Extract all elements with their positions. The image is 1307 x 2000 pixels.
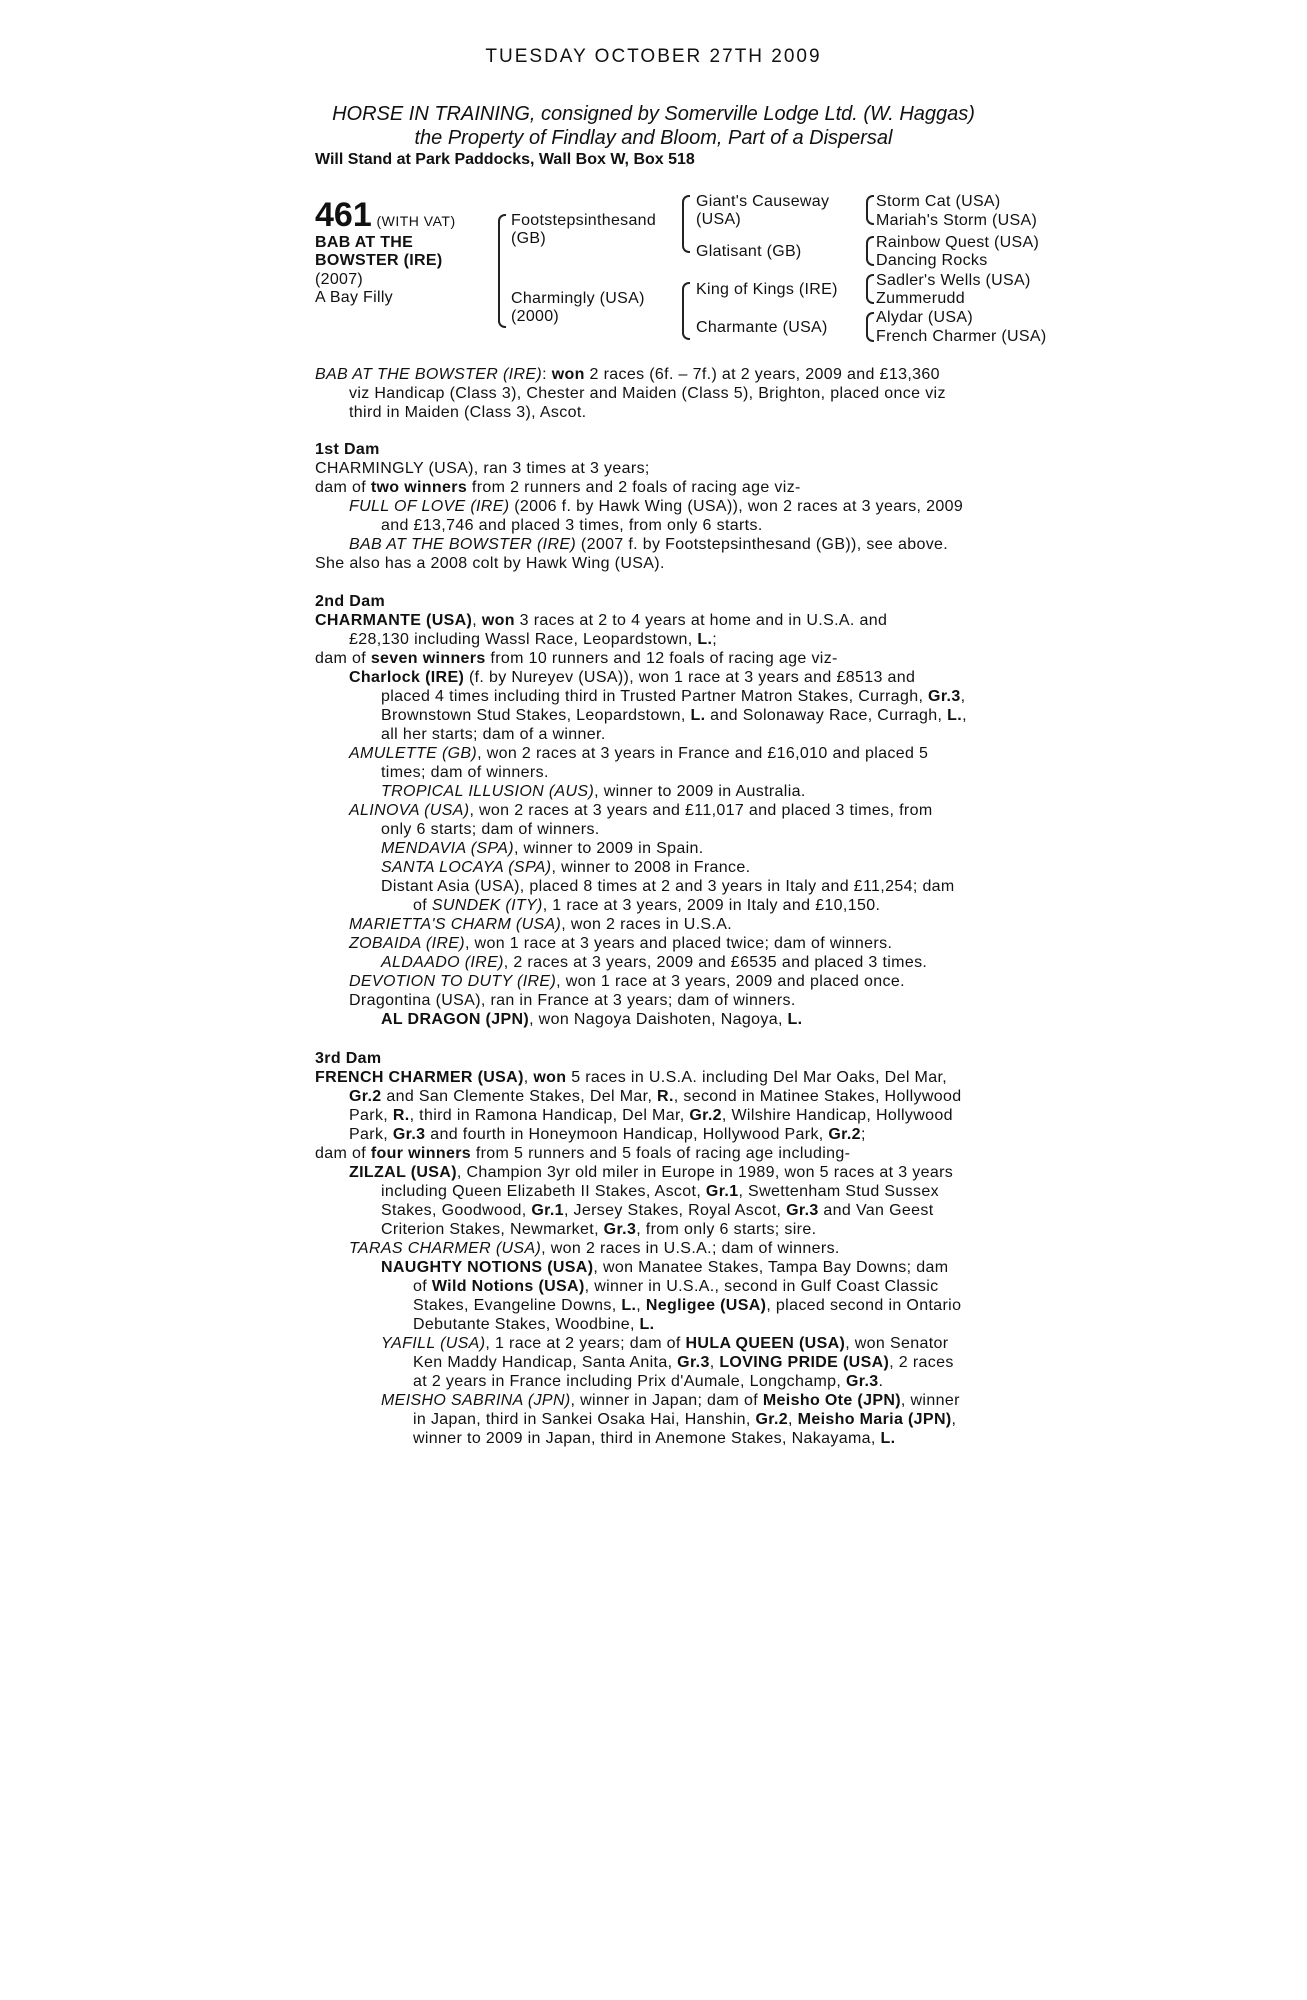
bold-text: L. <box>690 707 706 724</box>
italic-text: DEVOTION TO DUTY (IRE) <box>349 973 557 990</box>
italic-text: SUNDEK (ITY) <box>431 897 543 914</box>
bold-text: Gr.3 <box>677 1354 710 1371</box>
plain-text: , <box>788 1411 798 1428</box>
text-line <box>315 1334 995 1353</box>
text-line <box>315 1201 995 1220</box>
lot-subtitle: the Property of Findlay and Bloom, Part of a Dispersal <box>414 127 893 149</box>
text-line <box>315 839 995 858</box>
plain-text: , won 2 races at 3 years in France and £16,010 and placed 5 <box>477 745 929 762</box>
plain-text: , from only 6 starts; sire. <box>636 1221 817 1238</box>
italic-text: SANTA LOCAYA (SPA) <box>381 859 552 876</box>
italic-text: TARAS CHARMER (USA) <box>349 1240 542 1257</box>
text-line <box>315 1277 995 1296</box>
text-line <box>315 1410 995 1429</box>
plain-text: (f. by Nureyev (USA)), won 1 race at 3 years and £8513 and <box>464 669 916 686</box>
text-line <box>315 1315 995 1334</box>
text-line <box>315 782 995 801</box>
text-line <box>315 1125 995 1144</box>
bold-text: HULA QUEEN (USA) <box>685 1335 846 1352</box>
bold-text: R. <box>657 1088 674 1105</box>
bold-text: Gr.3 <box>928 688 961 705</box>
plain-text: at 2 years in France including Prix d'Aumale, Longchamp, <box>413 1373 846 1390</box>
italic-text: AMULETTE (GB) <box>349 745 478 762</box>
plain-text: and fourth in Honeymoon Handicap, Hollywood Park, <box>425 1126 829 1143</box>
plain-text: £28,130 including Wassl Race, Leopardstown, <box>349 631 698 648</box>
text-line <box>315 820 995 839</box>
italic-text: FULL OF LOVE (IRE) <box>349 498 510 515</box>
text-line <box>315 991 995 1010</box>
text-line <box>315 706 995 725</box>
bold-text: Charlock (IRE) <box>349 669 465 686</box>
plain-text: winner to 2009 in Japan, third in Anemone Stakes, Nakayama, <box>413 1430 881 1447</box>
stand-location: Will Stand at Park Paddocks, Wall Box W, Box 518 <box>315 151 695 168</box>
bold-text: won <box>551 366 585 383</box>
section-heading: 3rd Dam <box>315 1050 382 1067</box>
plain-text: , winner to 2009 in Spain. <box>513 840 704 857</box>
plain-text: , Wilshire Handicap, Hollywood <box>721 1107 953 1124</box>
plain-text: , <box>962 707 967 724</box>
plain-text: , <box>951 1411 957 1428</box>
lot-number: 461 <box>315 196 372 234</box>
sire-sire-country: (USA) <box>696 211 742 228</box>
plain-text: Debutante Stakes, Woodbine, <box>413 1316 640 1333</box>
text-line <box>315 630 995 649</box>
plain-text: in Japan, third in Sankei Osaka Hai, Hanshin, <box>413 1411 756 1428</box>
text-line <box>315 896 995 915</box>
pedigree-brace-3d <box>866 312 874 342</box>
text-line <box>315 365 995 384</box>
third-dam-lines <box>315 1068 995 1448</box>
horse-name-line1: BAB AT THE <box>315 234 414 251</box>
text-line <box>315 1258 995 1277</box>
dam-dam-dam: French Charmer (USA) <box>876 328 1047 345</box>
text-line <box>315 668 995 687</box>
text-line <box>315 1353 995 1372</box>
text-line <box>315 858 995 877</box>
bold-text: NAUGHTY NOTIONS (USA) <box>381 1259 594 1276</box>
sire-dam-sire: Rainbow Quest (USA) <box>876 234 1040 251</box>
text-line <box>315 535 995 554</box>
plain-text: and Solonaway Race, Curragh, <box>705 707 948 724</box>
sire-name: Footstepsinthesand <box>511 212 657 229</box>
text-line <box>315 953 995 972</box>
plain-text: ; <box>860 1126 866 1143</box>
text-line <box>315 497 995 516</box>
text-line <box>315 384 995 403</box>
bold-text: Gr.3 <box>392 1126 426 1143</box>
bold-text: Gr.2 <box>349 1088 382 1105</box>
text-line <box>315 744 995 763</box>
bold-text: FRENCH CHARMER (USA) <box>315 1069 524 1086</box>
horse-name-line2: BOWSTER (IRE) <box>315 252 443 269</box>
bold-text: Wild Notions (USA) <box>431 1278 585 1295</box>
bold-text: Gr.3 <box>846 1373 879 1390</box>
plain-text: of <box>413 897 432 914</box>
bold-text: LOVING PRIDE (USA) <box>719 1354 890 1371</box>
bold-text: CHARMANTE (USA) <box>315 612 473 629</box>
dam-year: (2000) <box>511 308 560 325</box>
italic-text: MARIETTA'S CHARM (USA) <box>349 916 562 933</box>
sire-sire-dam: Mariah's Storm (USA) <box>876 212 1038 229</box>
text-line <box>315 611 995 630</box>
dam-sire-dam: Zummerudd <box>876 290 965 307</box>
text-line <box>315 478 995 497</box>
plain-text: from 2 runners and 2 foals of racing age viz- <box>467 479 801 496</box>
text-line <box>315 1163 995 1182</box>
plain-text: Ken Maddy Handicap, Santa Anita, <box>413 1354 678 1371</box>
plain-text: of <box>413 1278 432 1295</box>
plain-text: , 1 race at 2 years; dam of <box>485 1335 686 1352</box>
plain-text: , won 2 races in U.S.A.; dam of winners. <box>541 1240 840 1257</box>
plain-text: , <box>960 688 966 705</box>
dam-sire-sire: Sadler's Wells (USA) <box>876 272 1031 289</box>
plain-text: Dragontina (USA), ran in France at 3 years; dam of winners. <box>349 992 796 1009</box>
bold-text: R. <box>392 1107 410 1124</box>
sire-country: (GB) <box>511 230 546 247</box>
section-heading: 1st Dam <box>315 441 380 458</box>
bold-text: L. <box>639 1316 655 1333</box>
foaling-year: (2007) <box>315 271 364 288</box>
text-line <box>315 687 995 706</box>
plain-text: She also has a 2008 colt by Hawk Wing (USA). <box>315 555 665 572</box>
sire-dam: Glatisant (GB) <box>696 243 802 260</box>
plain-text: dam of <box>315 1145 371 1162</box>
text-line <box>315 877 995 896</box>
second-dam-section <box>315 592 995 1029</box>
plain-text: , won Manatee Stakes, Tampa Bay Downs; dam <box>593 1259 949 1276</box>
plain-text: Distant Asia (USA), placed 8 times at 2 and 3 years in Italy and £11,254; dam <box>381 878 955 895</box>
text-line <box>315 1068 995 1087</box>
plain-text: 2 races (6f. – 7f.) at 2 years, 2009 and £13,360 <box>584 366 940 383</box>
italic-text: MEISHO SABRINA (JPN) <box>381 1392 571 1409</box>
plain-text: Criterion Stakes, Newmarket, <box>381 1221 604 1238</box>
pedigree-brace-2b <box>682 282 690 340</box>
plain-text: including Queen Elizabeth II Stakes, Ascot, <box>381 1183 706 1200</box>
plain-text: dam of <box>315 479 371 496</box>
dam-sire: King of Kings (IRE) <box>696 281 838 298</box>
plain-text: , <box>523 1069 534 1086</box>
text-line <box>315 1296 995 1315</box>
sire-sire-sire: Storm Cat (USA) <box>876 193 1001 210</box>
plain-text: from 5 runners and 5 foals of racing age including- <box>471 1145 851 1162</box>
plain-text: , <box>636 1297 646 1314</box>
plain-text: : <box>542 366 552 383</box>
plain-text: from 10 runners and 12 foals of racing age viz- <box>485 650 838 667</box>
plain-text: , winner in U.S.A., second in Gulf Coast Classic <box>584 1278 939 1295</box>
italic-text: MENDAVIA (SPA) <box>381 840 514 857</box>
bold-text: Gr.2 <box>828 1126 861 1143</box>
first-dam-section <box>315 440 995 573</box>
bold-text: won <box>533 1069 567 1086</box>
bold-text: Gr.2 <box>689 1107 722 1124</box>
bold-text: Negligee (USA) <box>645 1297 767 1314</box>
plain-text: , Champion 3yr old miler in Europe in 1989, won 5 races at 3 years <box>456 1164 954 1181</box>
plain-text: , won Senator <box>845 1335 949 1352</box>
plain-text: , won 1 race at 3 years and placed twice; dam of winners. <box>464 935 893 952</box>
plain-text: , won 1 race at 3 years, 2009 and placed once. <box>556 973 905 990</box>
italic-text: BAB AT THE BOWSTER (IRE) <box>315 366 543 383</box>
plain-text: Brownstown Stud Stakes, Leopardstown, <box>381 707 691 724</box>
plain-text: and San Clemente Stakes, Del Mar, <box>381 1088 658 1105</box>
plain-text: CHARMINGLY (USA), ran 3 times at 3 years; <box>315 460 650 477</box>
bold-text: four winners <box>370 1145 472 1162</box>
bold-text: L. <box>880 1430 896 1447</box>
plain-text: and £13,746 and placed 3 times, from only 6 starts. <box>381 517 763 534</box>
text-line <box>315 1106 995 1125</box>
plain-text: , third in Ramona Handicap, Del Mar, <box>409 1107 690 1124</box>
italic-text: TROPICAL ILLUSION (AUS) <box>381 783 595 800</box>
plain-text: , 2 races at 3 years, 2009 and £6535 and placed 3 times. <box>503 954 928 971</box>
plain-text: , won Nagoya Daishoten, Nagoya, <box>529 1011 788 1028</box>
dam-dam: Charmante (USA) <box>696 319 828 336</box>
text-line <box>315 763 995 782</box>
plain-text: , 2 races <box>889 1354 954 1371</box>
dam-dam-sire: Alydar (USA) <box>876 309 973 326</box>
dam-name: Charmingly (USA) <box>511 290 645 307</box>
text-line <box>315 972 995 991</box>
text-line <box>315 801 995 820</box>
text-line <box>315 934 995 953</box>
plain-text: , winner <box>900 1392 960 1409</box>
plain-text: 5 races in U.S.A. including Del Mar Oaks, Del Mar, <box>566 1069 948 1086</box>
plain-text: (2007 f. by Footstepsinthesand (GB)), see above. <box>576 536 949 553</box>
sire-sire: Giant's Causeway <box>696 193 830 210</box>
bold-text: won <box>481 612 515 629</box>
bold-text: L. <box>697 631 713 648</box>
plain-text: Park, <box>349 1107 393 1124</box>
sire-dam-dam: Dancing Rocks <box>876 252 988 269</box>
bold-text: two winners <box>370 479 468 496</box>
text-line <box>315 1391 995 1410</box>
bold-text: Gr.3 <box>786 1202 819 1219</box>
plain-text: , won 2 races at 3 years and £11,017 and placed 3 times, from <box>469 802 933 819</box>
race-record <box>315 365 995 422</box>
bold-text: ZILZAL (USA) <box>349 1164 457 1181</box>
plain-text: only 6 starts; dam of winners. <box>381 821 600 838</box>
section-heading: 2nd Dam <box>315 593 386 610</box>
bold-text: Gr.3 <box>603 1221 637 1238</box>
plain-text: Stakes, Goodwood, <box>381 1202 532 1219</box>
plain-text: dam of <box>315 650 371 667</box>
plain-text: third in Maiden (Class 3), Ascot. <box>349 404 587 421</box>
third-dam-section <box>315 1049 995 1448</box>
pedigree-brace-3a <box>866 195 874 225</box>
plain-text: , second in Matinee Stakes, Hollywood <box>673 1088 962 1105</box>
plain-text: . <box>878 1373 884 1390</box>
plain-text: (2006 f. by Hawk Wing (USA)), won 2 races at 3 years, 2009 <box>509 498 964 515</box>
plain-text: viz Handicap (Class 3), Chester and Maiden (Class 5), Brighton, placed once viz <box>349 385 946 402</box>
bold-text: seven winners <box>370 650 486 667</box>
plain-text: times; dam of winners. <box>381 764 549 781</box>
pedigree-brace-2a <box>682 195 690 253</box>
plain-text: Park, <box>349 1126 393 1143</box>
text-line <box>315 1429 995 1448</box>
text-line <box>315 1182 995 1201</box>
sale-date: TUESDAY OCTOBER 27TH 2009 <box>485 46 822 67</box>
text-line <box>315 1144 995 1163</box>
horse-description: A Bay Filly <box>315 289 393 306</box>
second-dam-lines <box>315 611 995 1029</box>
pedigree-brace-3b <box>866 236 874 266</box>
lot-title: HORSE IN TRAINING, consigned by Somerville Lodge Ltd. (W. Haggas) <box>332 103 975 125</box>
plain-text: , winner to 2009 in Australia. <box>594 783 806 800</box>
text-line <box>315 1372 995 1391</box>
bold-text: L. <box>787 1011 803 1028</box>
plain-text: , 1 race at 3 years, 2009 in Italy and £10,150. <box>542 897 881 914</box>
italic-text: YAFILL (USA) <box>381 1335 486 1352</box>
first-dam-lines <box>315 459 995 573</box>
text-line <box>315 554 995 573</box>
pedigree-brace-3c <box>866 274 874 304</box>
vat-note: (WITH VAT) <box>376 213 456 229</box>
bold-text: Meisho Maria (JPN) <box>797 1411 952 1428</box>
plain-text: , Swettenham Stud Sussex <box>738 1183 939 1200</box>
bold-text: Gr.2 <box>755 1411 789 1428</box>
text-line <box>315 459 995 478</box>
plain-text: and Van Geest <box>818 1202 934 1219</box>
plain-text: , winner in Japan; dam of <box>570 1392 763 1409</box>
bold-text: Meisho Ote (JPN) <box>762 1392 901 1409</box>
plain-text: , placed second in Ontario <box>766 1297 962 1314</box>
bold-text: L. <box>621 1297 637 1314</box>
plain-text: , won 2 races in U.S.A. <box>561 916 733 933</box>
italic-text: BAB AT THE BOWSTER (IRE) <box>349 536 577 553</box>
pedigree-brace-1 <box>498 214 506 328</box>
plain-text: , winner to 2008 in France. <box>551 859 751 876</box>
text-line <box>315 1220 995 1239</box>
bold-text: AL DRAGON (JPN) <box>381 1011 530 1028</box>
plain-text: placed 4 times including third in Trusted Partner Matron Stakes, Curragh, <box>381 688 929 705</box>
bold-text: L. <box>947 707 963 724</box>
text-line <box>315 403 995 422</box>
text-line <box>315 1010 995 1029</box>
text-line <box>315 649 995 668</box>
plain-text: 3 races at 2 to 4 years at home and in U.S.A. and <box>514 612 888 629</box>
bold-text: Gr.1 <box>531 1202 564 1219</box>
plain-text: , <box>472 612 482 629</box>
plain-text: , Jersey Stakes, Royal Ascot, <box>563 1202 787 1219</box>
plain-text: ; <box>712 631 718 648</box>
italic-text: ZOBAIDA (IRE) <box>349 935 465 952</box>
plain-text: , <box>709 1354 720 1371</box>
text-line <box>315 725 995 744</box>
text-line <box>315 516 995 535</box>
text-line <box>315 1087 995 1106</box>
italic-text: ALINOVA (USA) <box>349 802 470 819</box>
plain-text: all her starts; dam of a winner. <box>381 726 606 743</box>
text-line <box>315 915 995 934</box>
italic-text: ALDAADO (IRE) <box>381 954 504 971</box>
text-line <box>315 1239 995 1258</box>
bold-text: Gr.1 <box>705 1183 739 1200</box>
plain-text: Stakes, Evangeline Downs, <box>413 1297 622 1314</box>
